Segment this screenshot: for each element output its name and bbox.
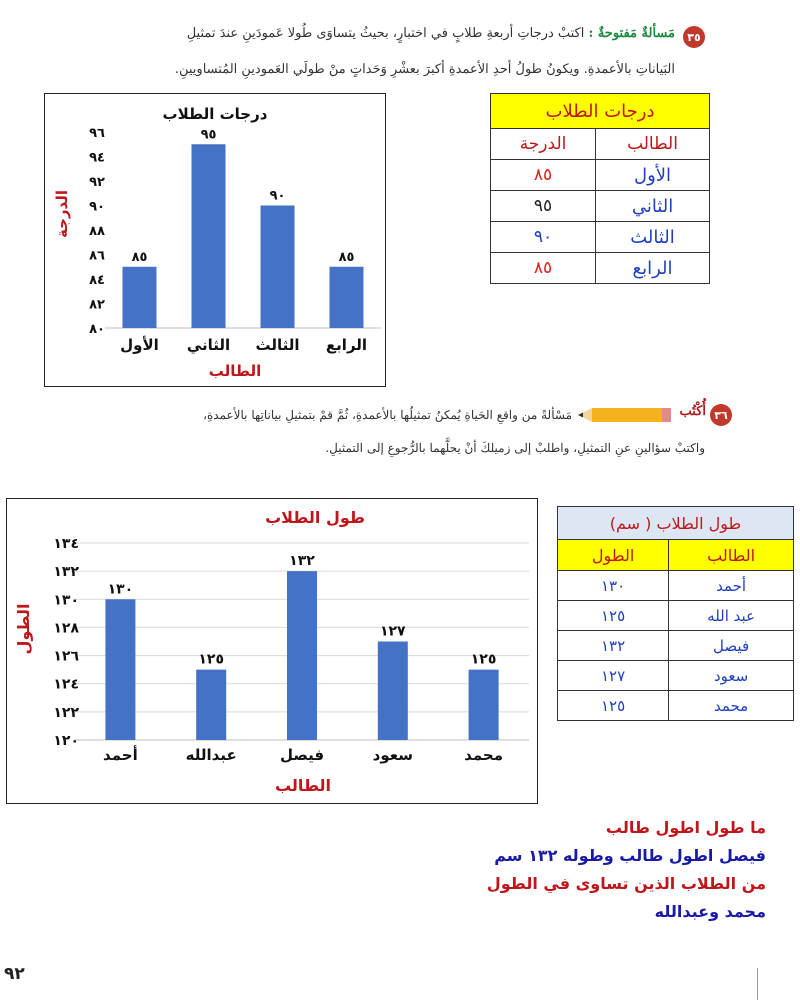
lengths-table-length: ١٢٥ <box>558 601 669 631</box>
x-category-label: الرابع <box>325 336 368 354</box>
bar <box>196 670 226 740</box>
question-35-line1: اكتبْ درجاتِ أربعةِ طلابٍ في اختبارٍ، بحيثُ يتساوَى طُولا عَمودَينِ عندَ تمثيلِ <box>186 26 585 41</box>
grades-table-row <box>491 222 710 253</box>
y-tick-label: ١٣٤ <box>53 536 79 552</box>
x-category-label: فيصل <box>279 746 325 764</box>
question-35-line2: البَياناتِ بالأعمدةِ. ويكونُ طولُ أحدِ الأعمدةِ أكبرَ بعشْرِ وَحَداتٍ منْ طولَي العَمودينِ المُتساويينِ. <box>174 62 675 77</box>
lengths-table-row <box>558 571 794 601</box>
y-tick-label: ٩٢ <box>89 175 105 190</box>
bar-value-label: ١٣٠ <box>107 581 134 598</box>
y-tick-label: ٨٠ <box>89 322 105 337</box>
y-tick-label: ٨٤ <box>89 273 105 288</box>
grades-table-header-student: الطالب <box>596 129 710 160</box>
write-label <box>578 404 706 426</box>
bar-value-label: ١٢٥ <box>198 651 225 668</box>
lengths-table-length: ١٢٧ <box>558 661 669 691</box>
x-category-label: عبدالله <box>185 746 237 764</box>
bar <box>105 599 135 740</box>
lengths-table-row <box>558 691 794 721</box>
lengths-chart-svg <box>7 499 537 803</box>
page-number: ٩٢ <box>4 964 25 984</box>
y-tick-label: ٩٤ <box>89 150 105 166</box>
lengths-table-header-student: الطالب <box>669 540 794 571</box>
answers-block <box>380 818 766 930</box>
y-tick-label: ١٢٢ <box>53 704 79 721</box>
bar-value-label: ٩٠ <box>269 188 286 204</box>
bar <box>378 642 408 741</box>
y-tick-label: ١٣٠ <box>53 592 79 609</box>
grades-table-row <box>491 191 710 222</box>
lengths-table-length: ١٢٥ <box>558 691 669 721</box>
lengths-table-student: محمد <box>669 691 794 721</box>
answer-line: ما طول اطول طالب <box>605 818 766 837</box>
grades-table-grade: ٩٥ <box>491 191 596 222</box>
lengths-table-length: ١٣٢ <box>558 631 669 661</box>
lengths-table-row <box>558 661 794 691</box>
y-tick-label: ١٢٠ <box>53 733 79 749</box>
y-tick-label: ٩٦ <box>89 126 105 141</box>
bar-value-label: ١٣٢ <box>289 553 315 570</box>
y-axis-title: الطول <box>14 603 33 655</box>
grades-table-student: الثاني <box>596 191 710 222</box>
y-tick-label: ٨٨ <box>89 224 105 239</box>
grades-table-grade: ٨٥ <box>491 160 596 191</box>
answer-line: فيصل اطول طالب وطوله ١٣٢ سم <box>494 846 766 865</box>
question-36-number: ٣٦ <box>710 404 732 426</box>
question-35-title: مَسألةٌ مَفتوحةٌ : <box>588 26 675 41</box>
y-tick-label: ١٣٢ <box>53 564 79 581</box>
grades-table-student: الأول <box>596 160 710 191</box>
grades-table <box>490 93 710 284</box>
bar-value-label: ١٢٧ <box>379 623 406 640</box>
x-category-label: الأول <box>120 336 159 354</box>
grades-table-grade: ٩٠ <box>491 222 596 253</box>
bar <box>287 571 317 740</box>
grades-table-header-grade: الدرجة <box>491 129 596 160</box>
grades-table-student: الرابع <box>596 253 710 284</box>
y-tick-label: ١٢٦ <box>53 648 79 665</box>
x-category-label: الثالث <box>255 336 300 354</box>
x-category-label: أحمد <box>103 746 138 764</box>
lengths-table-row <box>558 601 794 631</box>
grades-chart <box>44 93 386 387</box>
bar-value-label: ٨٥ <box>338 249 355 265</box>
grades-table-student: الثالث <box>596 222 710 253</box>
write-label-text: أُكْتُب <box>679 404 706 419</box>
x-category-label: الثاني <box>186 336 231 354</box>
lengths-table-title: طول الطلاب ( سم) <box>558 507 794 540</box>
answer-line: محمد وعبدالله <box>654 902 766 921</box>
question-35-number: ٣٥ <box>683 26 705 48</box>
lengths-table <box>557 506 794 721</box>
bar <box>330 267 364 328</box>
lengths-table-header-length: الطول <box>558 540 669 571</box>
y-tick-label: ٨٢ <box>89 297 105 313</box>
bar-value-label: ٨٥ <box>131 249 148 265</box>
y-tick-label: ٨٦ <box>89 248 105 264</box>
grades-chart-svg <box>45 94 385 386</box>
bar <box>123 267 157 328</box>
grades-table-title: درجات الطلاب <box>491 94 710 129</box>
lengths-chart <box>6 498 538 804</box>
bar <box>469 670 499 740</box>
bar-value-label: ١٢٥ <box>470 651 497 668</box>
lengths-table-student: سعود <box>669 661 794 691</box>
x-axis-title: الطالب <box>274 776 332 795</box>
pencil-icon <box>578 405 673 425</box>
chart-title: طول الطلاب <box>265 508 365 527</box>
bar-value-label: ٩٥ <box>200 127 217 143</box>
x-category-label: محمد <box>464 746 504 764</box>
lengths-table-row <box>558 631 794 661</box>
grades-table-grade: ٨٥ <box>491 253 596 284</box>
y-tick-label: ١٢٨ <box>53 620 79 637</box>
question-35-text <box>110 22 675 46</box>
lengths-table-student: عبد الله <box>669 601 794 631</box>
x-axis-title: الطالب <box>208 362 262 380</box>
chart-title: درجات الطلاب <box>162 105 268 123</box>
bar <box>192 144 226 328</box>
y-axis-title: الدرجة <box>53 190 71 238</box>
y-tick-label: ١٢٤ <box>53 676 79 693</box>
grades-table-row <box>491 160 710 191</box>
bar <box>261 206 295 329</box>
question-36-line2: واكتبْ سؤالينِ عنِ التمثيلِ، واطلبْ إلى زميلكَ أنْ يحلَّهما بالرُّجوعِ إلى التمثيلِ. <box>325 441 705 455</box>
page-edge-line <box>757 968 758 1000</box>
grades-table-row <box>491 253 710 284</box>
answer-line: من الطلاب الذين تساوى في الطول <box>486 874 766 893</box>
question-36-line1: مَسْألةً من واقعِ الحَياةِ يُمكنُ تمثيلُها بالأعمدةِ، ثُمَّ قمْ بتمثيلِ بياناتِها بالأعمدةِ، <box>203 408 572 422</box>
y-tick-label: ٩٠ <box>89 199 105 215</box>
x-category-label: سعود <box>372 746 413 764</box>
lengths-table-length: ١٣٠ <box>558 571 669 601</box>
lengths-table-student: فيصل <box>669 631 794 661</box>
lengths-table-student: أحمد <box>669 571 794 601</box>
